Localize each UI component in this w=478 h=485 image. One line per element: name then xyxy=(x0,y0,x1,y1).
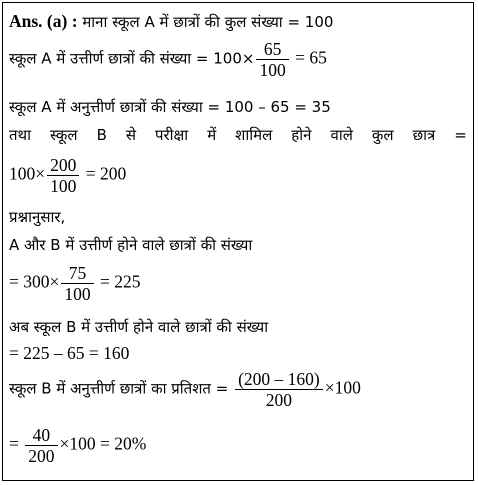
word: B xyxy=(96,126,107,144)
word: परीक्षा xyxy=(155,126,189,144)
answer-line-2 xyxy=(9,39,327,80)
answer-line-6: प्रश्नानुसार, xyxy=(9,208,66,226)
fraction-denominator: 100 xyxy=(50,176,77,196)
word: स्कूल xyxy=(50,126,78,144)
fraction-denominator: 100 xyxy=(259,60,286,80)
fraction-numerator: (200 – 160) xyxy=(235,369,323,390)
line-12-result: ×100 = 20% xyxy=(59,433,147,454)
answer-line-5 xyxy=(9,155,126,196)
fraction-denominator: 200 xyxy=(265,390,293,410)
word: शामिल xyxy=(235,126,273,144)
fraction-75-100 xyxy=(61,263,93,304)
word: में xyxy=(207,126,217,144)
word: छात्र xyxy=(412,126,436,144)
fraction-denominator: 200 xyxy=(28,446,55,466)
word: होने xyxy=(291,126,312,144)
answer-line-1 xyxy=(9,11,333,32)
line-11-result: ×100 xyxy=(324,377,361,398)
line-2-prefix: स्कूल A में उत्तीर्ण छात्रों की संख्या = 100× xyxy=(9,49,255,68)
word: कुल xyxy=(371,126,394,144)
line-5-result: = 200 xyxy=(81,163,127,184)
fraction-denominator: 100 xyxy=(64,284,91,304)
answer-label: Ans. (a) : xyxy=(9,11,78,31)
answer-line-10: = 225 – 65 = 160 xyxy=(9,343,130,363)
answer-line-9: अब स्कूल B में उत्तीर्ण होने वाले छात्रों की संख्या xyxy=(9,318,269,336)
line-8-result: = 225 xyxy=(95,271,141,292)
line-1-text: माना स्कूल A में छात्रों की कुल संख्या = 100 xyxy=(77,13,334,31)
fraction-200-100 xyxy=(47,155,79,196)
line-12-prefix: = xyxy=(9,433,24,454)
line-11-prefix: स्कूल B में अनुत्तीर्ण छात्रों का प्रतिशत = xyxy=(9,379,234,398)
line-2-result: = 65 xyxy=(290,47,327,68)
line-5-prefix: 100× xyxy=(9,163,46,184)
word: वाले xyxy=(330,126,353,144)
word: तथा xyxy=(9,126,32,144)
fraction-numerator: 75 xyxy=(61,263,93,284)
word: = xyxy=(454,126,467,144)
answer-line-11 xyxy=(9,369,361,410)
fraction-40-200 xyxy=(25,425,57,466)
fraction-65-100 xyxy=(256,39,288,80)
fraction-difference-200 xyxy=(235,369,323,410)
fraction-numerator: 65 xyxy=(256,39,288,60)
answer-line-4 xyxy=(9,125,467,145)
answer-line-12 xyxy=(9,425,146,466)
fraction-numerator: 40 xyxy=(25,425,57,446)
answer-line-3: स्कूल A में अनुत्तीर्ण छात्रों की संख्या = 100 – 65 = 35 xyxy=(9,98,331,116)
answer-line-7: A और B में उत्तीर्ण होने वाले छात्रों की संख्या xyxy=(9,236,253,254)
answer-box xyxy=(2,2,474,481)
line-8-prefix: = 300× xyxy=(9,271,60,292)
fraction-numerator: 200 xyxy=(47,155,79,176)
word: से xyxy=(125,126,136,144)
answer-line-8 xyxy=(9,263,141,304)
